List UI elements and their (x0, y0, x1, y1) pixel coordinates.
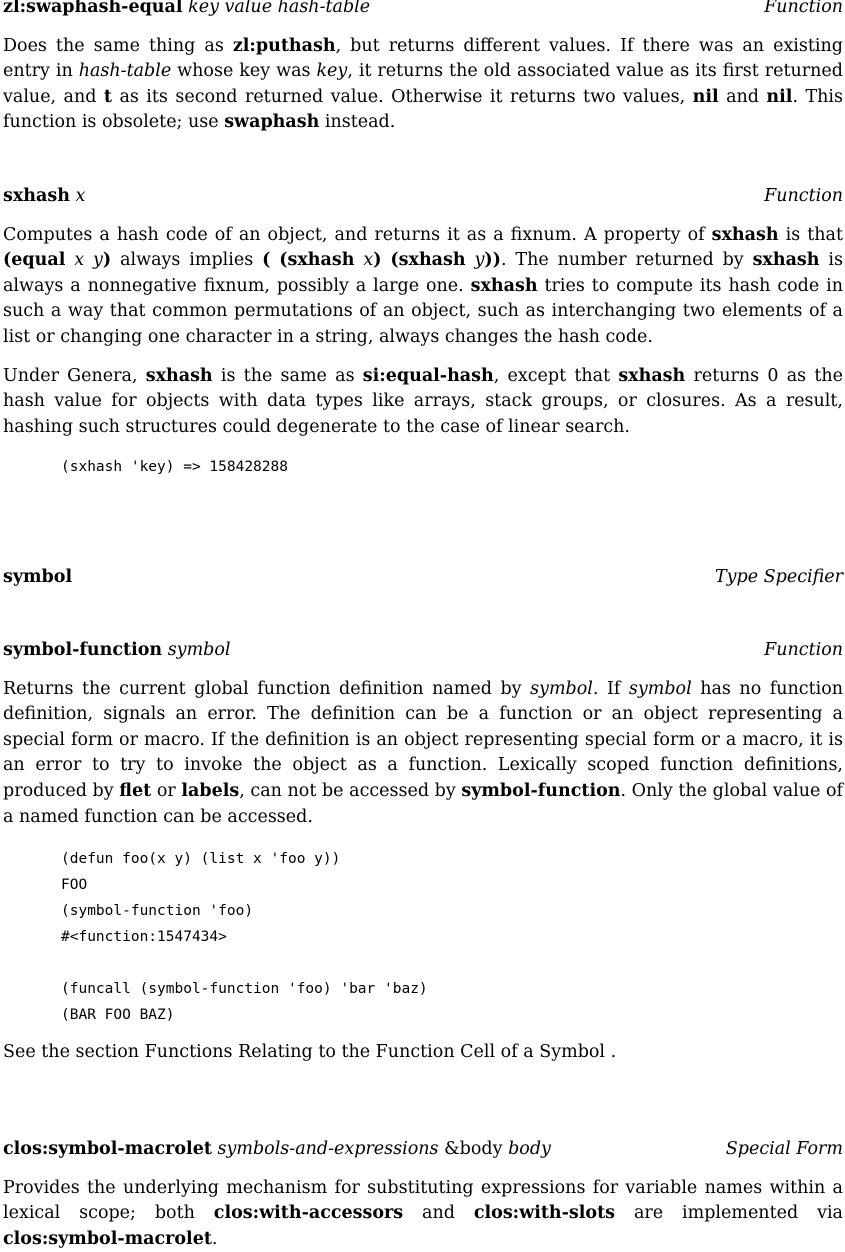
entry-header (3, 638, 843, 664)
see-also-link[interactable]: See the section Functions Relating to the Function Cell of a Symbol . (3, 1042, 617, 1063)
entry-symbol-function (3, 638, 843, 1066)
entry-kind: Function (764, 640, 843, 660)
entry-description: Provides the underlying mechanism for substituting expressions for variable names within a lexical scope; both clos:with-accessors and clos:with-slots are implemented via clos:symbol-macrolet. (3, 1177, 843, 1249)
code-example: (sxhash 'key) => 158428288 (61, 459, 288, 476)
entry-description: Computes a hash code of an object, and returns it as a fixnum. A property of sxhash is that (equal x y) always implies ( (sxhash x) (sxhash y)). The number returned by sxhash is always a nonnegative fixnum, possibly a large one. sxhash tries to compute its hash code in such a way that common permutations of an object, such as interchanging two elements of a list or changing one character in a string, always changes the hash code. (3, 224, 843, 347)
entry-symbol (3, 565, 843, 591)
entry-name: zl:swaphash-equal (3, 0, 183, 17)
entry-description: Does the same thing as zl:puthash, but returns different values. If there was an existing entry in hash-table whose key was key, it returns the old associated value as its first returned value, and t as its second returned value. Otherwise it returns two values, nil and nil. This function is obsolete; use swaphash instead. (3, 35, 843, 133)
entry-args: symbols-and-expressions (217, 1139, 439, 1159)
entry-kind: Type Specifier (714, 567, 843, 587)
code-example: (defun foo(x y) (list x 'foo y)) FOO (symbol-function 'foo) #<function:1547434> (funcall (symbol-function 'foo) 'bar 'baz) (BAR FOO BAZ) (61, 851, 428, 1024)
entry-kind: Function (764, 186, 843, 206)
entry-lambda-keyword: &body (444, 1139, 503, 1159)
entry-header (3, 0, 843, 21)
entry-name: clos:symbol-macrolet (3, 1139, 212, 1159)
entry-name: symbol-function (3, 640, 163, 660)
entry-args-body: body (508, 1139, 551, 1159)
entry-args: key value hash-table (188, 0, 371, 17)
entry-args: x (75, 186, 86, 206)
entry-kind: Function (764, 0, 843, 17)
entry-sxhash (3, 184, 843, 480)
entry-header (3, 1137, 843, 1163)
entry-swaphash-equal (3, 0, 843, 136)
entry-description: Returns the current global function definition named by symbol. If symbol has no function definition, signals an error. The definition can be a function or an object representing a special form or macro. If the definition is an object representing special form or a macro, it is an error to try to invoke the object as a function. Lexically scoped function definitions, produced by flet or labels, can not be accessed by symbol-function. Only the global value of a named function can be accessed. (3, 678, 844, 827)
entry-kind: Special Form (725, 1139, 843, 1159)
entry-name: sxhash (3, 186, 70, 206)
entry-name: symbol (3, 567, 73, 587)
entry-header (3, 184, 843, 210)
entry-note: Under Genera, sxhash is the same as si:equal-hash, except that sxhash returns 0 as the hash value for objects with data types like arrays, stack groups, or closures. As a result, hashing such structures could degenerate to the case of linear search. (3, 365, 843, 437)
entry-symbol-macrolet (3, 1137, 843, 1252)
entry-args: symbol (167, 640, 231, 660)
entry-header (3, 565, 843, 591)
